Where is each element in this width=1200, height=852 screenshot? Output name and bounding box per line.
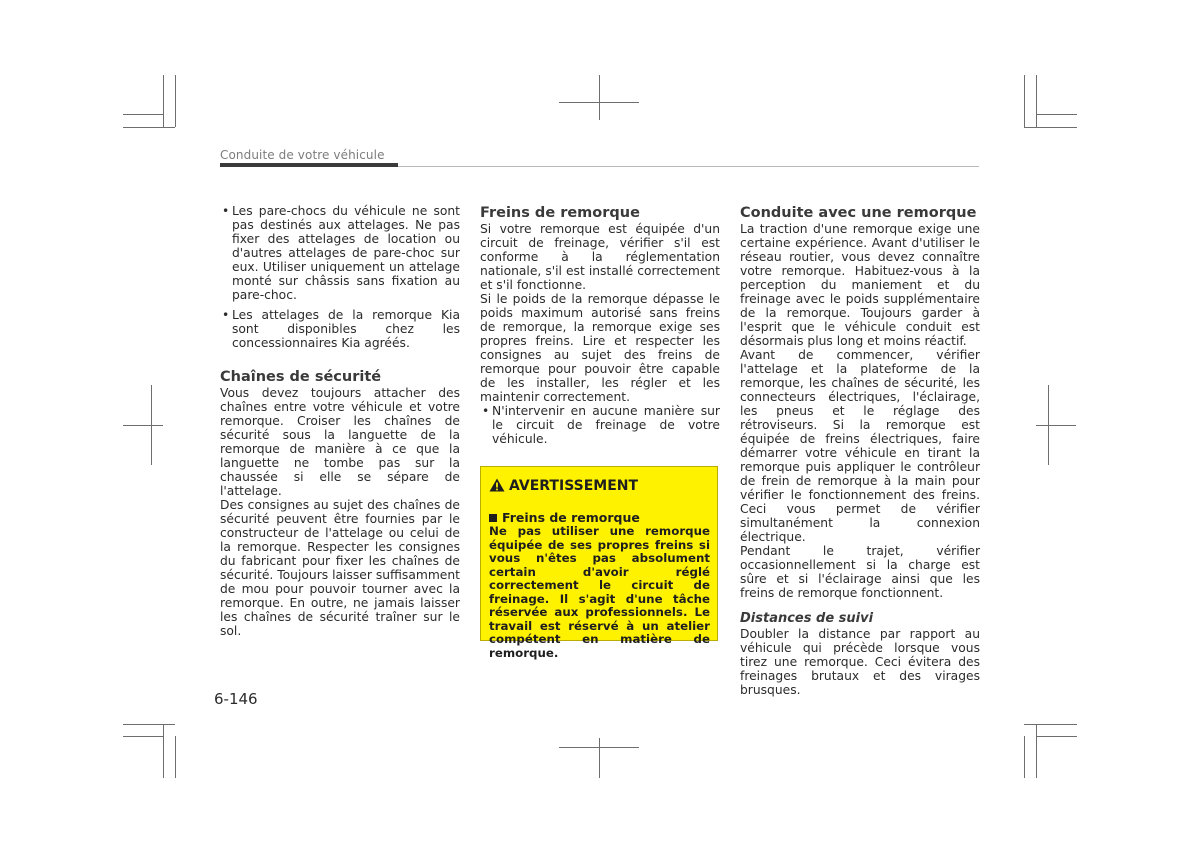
column-left xyxy=(220,204,460,638)
section-title-towing: Conduite avec une remorque xyxy=(740,205,977,221)
paragraph: Si le poids de la remorque dépasse le poids maximum autorisé sans freins de remorque, la remorque exige ses propres freins. Lire et respecter les consignes au sujet des freins de remorque pour pouvoir être capable de les installer, les régler et les maintenir correctement. xyxy=(480,292,720,404)
section-title-safety-chains: Chaînes de sécurité xyxy=(220,369,382,385)
bullet-item: • N'intervenir en aucune manière sur le circuit de freinage de votre véhicule. xyxy=(480,404,720,446)
warning-title: AVERTISSEMENT xyxy=(509,478,639,494)
paragraph: Pendant le trajet, vérifier occasionnellement si la charge est sûre et si l'éclairage ainsi que les freins de remorque fonctionnent. xyxy=(740,544,980,600)
paragraph: Si votre remorque est équipée d'un circuit de freinage, vérifier s'il est conforme à la réglementation nationale, s'il est installé correctement et s'il fonctionne. xyxy=(480,222,720,292)
paragraph: Des consignes au sujet des chaînes de sécurité peuvent être fournies par le constructeur de l'attelage ou celui de la remorque. Respecter les consignes du fabricant pour fixer les chaînes de sécurité. Toujours laisser suffisamment de mou pour pouvoir tourner avec la remorque. En outre, ne jamais laisser les chaînes de sécurité traîner sur le sol. xyxy=(220,498,460,638)
paragraph: Vous devez toujours attacher des chaînes entre votre véhicule et votre remorque. Croiser les chaînes de sécurité sous la languette de la remorque de manière à ce que la languette ne tombe pas sur la chaussée si elle se sépare de l'attelage. xyxy=(220,386,460,498)
paragraph: Avant de commencer, vérifier l'attelage et la plateforme de la remorque, les chaînes de sécurité, les connecteurs électriques, l'éclairage, les pneus et le réglage des rétroviseurs. Si la remorque est équipée de freins électriques, faire démarrer votre véhicule en tirant la remorque puis appliquer le contrôleur de frein de remorque à la main pour vérifier le fonctionnement des freins. Ceci vous permet de vérifier simultanément la connexion électrique. xyxy=(740,348,980,544)
warning-triangle-icon xyxy=(489,478,505,495)
square-bullet-icon xyxy=(489,514,497,522)
column-right xyxy=(740,204,980,697)
page-number: 6-146 xyxy=(214,690,258,708)
subsection-title-following-distance: Distances de suivi xyxy=(740,611,874,626)
section-title-trailer-brakes: Freins de remorque xyxy=(480,205,640,221)
bullet-item: • Les pare-chocs du véhicule ne sont pas destinés aux attelages. Ne pas fixer des attelages de location ou d'autres attelages de pare-choc sur eux. Utiliser uniquement un attelage monté sur châssis sans fixation au pare-choc. xyxy=(220,204,460,302)
warning-subtitle: Freins de remorque xyxy=(502,510,640,525)
header-rule-light xyxy=(398,166,979,167)
bullet-item: • Les attelages de la remorque Kia sont disponibles chez les concessionnaires Kia agréés. xyxy=(220,308,460,350)
paragraph: Doubler la distance par rapport au véhicule qui précède lorsque vous tirez une remorque. Ceci évitera des freinages brutaux et des virages brusques. xyxy=(740,627,980,697)
warning-box xyxy=(480,466,718,660)
chapter-title: Conduite de votre véhicule xyxy=(220,148,385,162)
header-rule-dark xyxy=(220,163,398,167)
paragraph: La traction d'une remorque exige une certaine expérience. Avant d'utiliser le réseau routier, vous devez connaître votre remorque. Habituez-vous à la perception du maniement et du freinage avec le poids supplémentaire de la remorque. Toujours garder à l'esprit que le véhicule conduit est désormais plus long et moins réactif. xyxy=(740,222,980,348)
warning-text: Ne pas utiliser une remorque équipée de ses propres freins si vous n'êtes pas absolument certain d'avoir réglé correctement le circuit de freinage. Il s'agit d'une tâche réservée aux professionnels. Le travail est réservé à un atelier compétent en matière de remorque. xyxy=(489,524,710,660)
column-middle xyxy=(480,204,720,660)
